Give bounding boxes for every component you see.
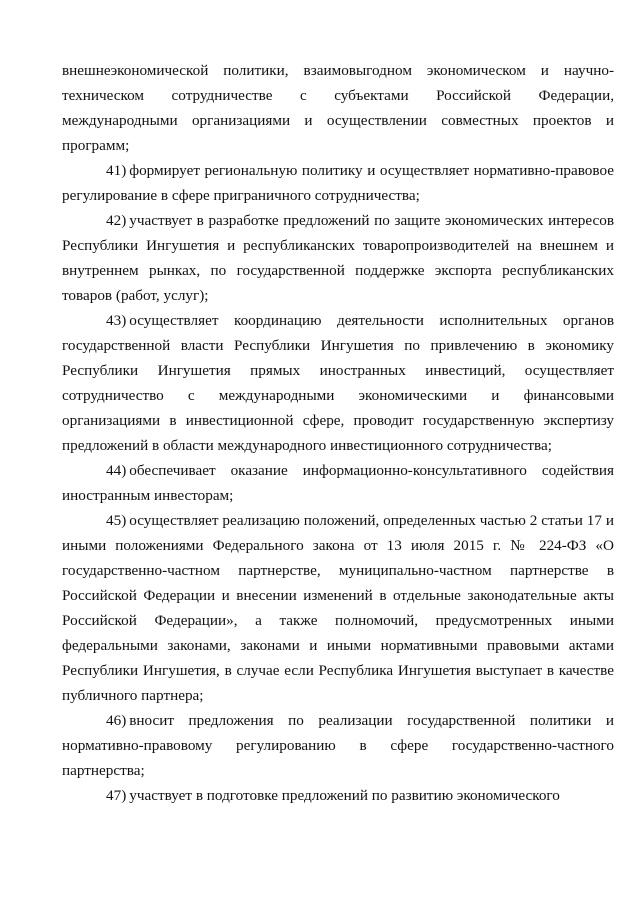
paragraph-item-43 bbox=[62, 308, 614, 458]
paragraph-item-45 bbox=[62, 508, 614, 708]
item-number: 42) bbox=[106, 212, 127, 229]
item-number: 44) bbox=[106, 462, 127, 479]
item-number: 43) bbox=[106, 312, 127, 329]
item-number: 41) bbox=[106, 162, 127, 179]
paragraph-text: осуществляет реализацию положений, определенных частью 2 статьи 17 и иными положениями Федерального закона от 13 июля 2015 г. № 224-ФЗ «О государственно-частном партнерстве, муниципально-частном партнерстве в Российской Федерации и внесении изменений в отдельные законодательные акты Российской Федерации», а также полномочий, предусмотренных иными федеральными законами, законами и иными нормативными правовыми актами Республики Ингушетия, в случае если Республика Ингушетия выступает в качестве публичного партнера; bbox=[62, 512, 614, 704]
paragraph-text: вносит предложения по реализации государственной политики и нормативно-правовому регулированию в сфере государственно-частного партнерства; bbox=[62, 712, 614, 779]
paragraph-text: внешнеэкономической политики, взаимовыгодном экономическом и научно-техническом сотрудничестве с субъектами Российской Федерации, международными организациями и осуществлении совместных проектов и программ; bbox=[62, 62, 614, 154]
paragraph-item-44 bbox=[62, 458, 614, 508]
item-number: 46) bbox=[106, 712, 127, 729]
paragraph-text: участвует в подготовке предложений по развитию экономического bbox=[129, 787, 560, 804]
paragraph-item-47 bbox=[62, 783, 614, 808]
paragraph-text: обеспечивает оказание информационно-консультативного содействия иностранным инвесторам; bbox=[62, 462, 614, 504]
paragraph-text: осуществляет координацию деятельности исполнительных органов государственной власти Республики Ингушетия по привлечению в экономику Республики Ингушетия прямых иностранных инвестиций, осуществляет сотрудничество с международными экономическими и финансовыми организациями в инвестиционной сфере, проводит государственную экспертизу предложений в области международного инвестиционного сотрудничества; bbox=[62, 312, 614, 454]
document-body bbox=[62, 58, 614, 808]
paragraph-text: участвует в разработке предложений по защите экономических интересов Республики Ингушетия и республиканских товаропроизводителей на внешнем и внутреннем рынках, по государственной поддержке экспорта республиканских товаров (работ, услуг); bbox=[62, 212, 614, 304]
paragraph-text: формирует региональную политику и осуществляет нормативно-правовое регулирование в сфере приграничного сотрудничества; bbox=[62, 162, 614, 204]
paragraph-continuation bbox=[62, 58, 614, 158]
paragraph-item-46 bbox=[62, 708, 614, 783]
paragraph-item-42 bbox=[62, 208, 614, 308]
item-number: 47) bbox=[106, 787, 127, 804]
item-number: 45) bbox=[106, 512, 127, 529]
paragraph-item-41 bbox=[62, 158, 614, 208]
